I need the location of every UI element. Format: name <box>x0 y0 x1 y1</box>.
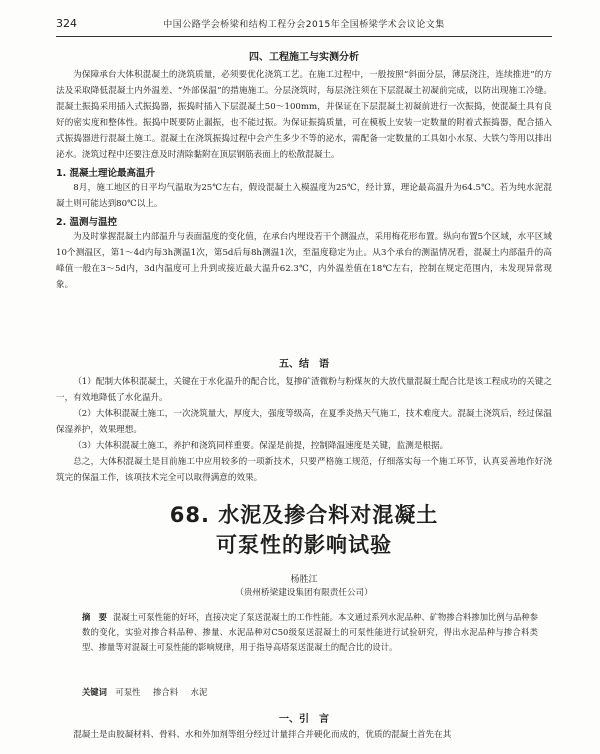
subsection-1-paragraph: 8月，施工地区的日平均气温取为25℃左右，假设混凝土入模温度为25℃，经计算，理论最高温升为64.5℃。若为纯水泥混凝土则可能达到80℃以上。 <box>56 183 552 209</box>
page-number: 324 <box>56 17 77 30</box>
keyword-2: 掺合料 <box>153 687 178 697</box>
running-title: 中国公路学会桥梁和结构工程分会2015年全国桥梁学术会议论文集 <box>163 20 445 30</box>
paper-title-line-1: 68. 水泥及掺合料对混凝土 <box>169 503 439 527</box>
subsection-1-heading: 1. 混凝土理论最高温升 <box>56 168 156 179</box>
paper-affiliation: （贵州桥梁建设集团有限责任公司） <box>235 588 373 598</box>
section-4-paragraph: 为保障承台大体积混凝土的浇筑质量，必须要优化浇筑工艺。在施工过程中，一般按照“斜面分层，薄层浇注，连续推进”的方法及采取降低混凝土内外温差、“外部保温”的措施施工。分层浇筑时，每层浇注须在下层混凝土初凝前完成，以防出现施工冷缝。混凝土振捣采用插入式振捣器，振捣时插入下层混凝土50～100mm，并保证在下层混凝土初凝前进行一次振捣，使混凝土具有良好的密实度和整体性。振捣中既要防止漏振，也不能过振。为保证振捣质量，可在模板上安装一定数量的附着式振捣器，配合插入式振捣器进行混凝土施工。混凝土在浇筑振捣过程中会产生多少不等的泌水，需配备一定数量的工具如小水泵、大铁勺等用以排出泌水。浇筑过程中还要注意及时清除黏附在顶层钢筋表面上的松散混凝土。 <box>56 70 552 160</box>
subsection-2-paragraph: 为及时掌握混凝土内部温升与表面温度的变化值，在承台内埋设若干个测温点，采用梅花形布置。纵向布置5个区域，水平区域10个测温区，第1～4d内每3h测温1次，第5d后每8h测温1次，至温度稳定为止。从3个承台的测温情况看，混凝土内部温升的高峰值一般在3～5d内，3d内温度可上升到或接近最大温升62.3℃，内外温差值在18℃左右，控制在规定范围内，未发现异常现象。 <box>56 232 552 290</box>
conclusion-item-1: （1）配制大体积混凝土，关键在于水化温升的配合比，复掺矿渣微粉与粉煤灰的大放代量混凝土配合比是该工程成功的关键之一，有效地降低了水化温升。 <box>56 377 552 403</box>
conclusion-item-2: （2）大体积混凝土施工，一次浇筑量大，厚度大，强度等级高，在夏季炎热天气施工，技术难度大。混凝土浇筑后，经过保温保湿养护，效果理想。 <box>56 409 552 435</box>
paper-author: 杨胜江 <box>290 575 318 585</box>
conclusion-item-3: （3）大体积混凝土施工，养护和浇筑同样重要。保湿是前提，控制降温速度是关键，监测是根据。 <box>73 441 449 451</box>
subsection-2-heading: 2. 温测与温控 <box>56 217 118 228</box>
keywords-label: 关键词 <box>82 687 107 697</box>
introduction-paragraph: 混凝土是由胶凝材料、骨料、水和外加剂等组分经过计量拌合并硬化而成的，优质的混凝土首先在其 <box>73 730 452 740</box>
section-4 <box>56 48 552 293</box>
keyword-3: 水泥 <box>190 687 208 697</box>
keyword-1: 可泵性 <box>115 687 141 697</box>
abstract-label: 摘 要 <box>82 612 108 622</box>
introduction <box>56 727 552 743</box>
paper-title-line-2: 可泵性的影响试验 <box>216 533 392 557</box>
section-4-heading: 四、工程施工与实测分析 <box>249 52 359 63</box>
abstract-text: 混凝土可泵性能的好坏，直接决定了泵送混凝土的工作性能。本文通过系列水泥品种、矿物掺合料掺加比例与品种参数的变化，实验对掺合料品种、掺量、水泥品种对C50级泵送混凝土的可泵性能进行试验研究，得出水泥品种与掺合料类型、掺量等对混凝土可泵性能的影响规律，用于指导高塔泵送混凝土的配合比的设计。 <box>82 612 538 652</box>
running-header <box>56 14 552 37</box>
abstract <box>82 610 538 655</box>
introduction-heading: 一、引 言 <box>279 714 329 725</box>
conclusion-summary: 总之，大体积混凝土是目前施工中应用较多的一项新技术，只要严格施工规范，仔细落实每一个施工环节，认真妥善地作好浇筑完的保温工作，该项技术完全可以取得满意的效果。 <box>56 457 552 483</box>
section-5 <box>56 355 552 486</box>
keywords <box>82 686 538 698</box>
section-5-heading: 五、结 语 <box>279 359 329 370</box>
